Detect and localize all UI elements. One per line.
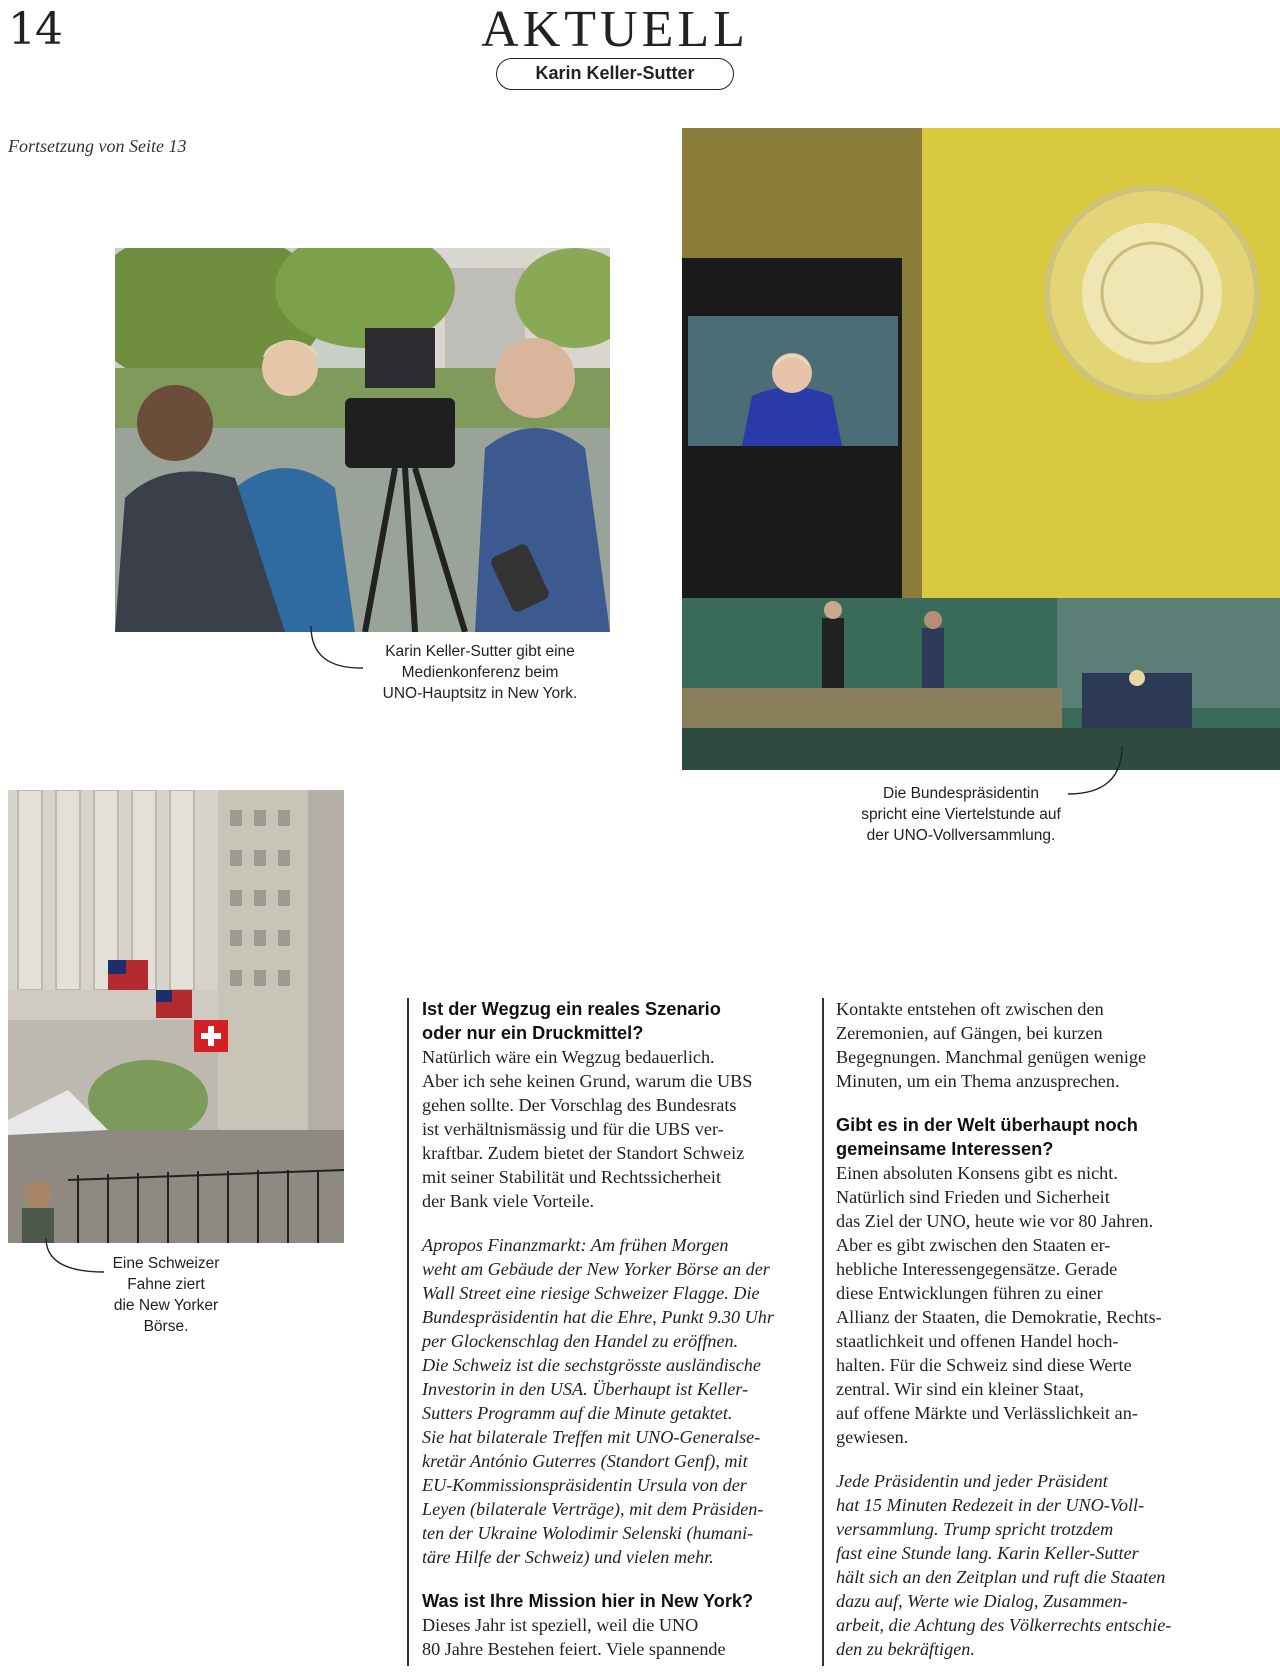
article-column-1 [422, 997, 822, 1661]
topic-badge: Karin Keller-Sutter [496, 58, 734, 90]
interview-question: Was ist Ihre Mission hier in New York? [422, 1591, 754, 1611]
page-number: 14 [8, 4, 62, 55]
narrative-interlude: Jede Präsidentin und jeder Präsident hat 15 Minuten Redezeit in der UNO-Voll- versammlung. Trump spricht trotzdem fast eine Stunde lang. Karin Keller-Sutter hält sich an den Zeitplan und ruft die Staaten dazu auf, Werte wie Dialog, Zusammen- arbeit, die Achtung des Völkerrechts entschie- den zu bekräftigen. [836, 1471, 1172, 1659]
interview-answer: Natürlich wäre ein Wegzug bedauerlich. Aber ich sehe keinen Grund, warum die UBS gehen sollte. Der Vorschlag des Bundesrats ist verhältnismässig und für die UBS ver- kraftbar. Zudem bietet der Standort Schweiz mit seiner Stabilität und Rechtssicherheit der Bank viele Vorteile. [422, 1047, 753, 1211]
un-assembly-caption: Die Bundespräsidentin spricht eine Viertelstunde auf der UNO-Vollversammlung. [861, 785, 1061, 844]
column-rule [407, 998, 409, 1666]
interview-answer: Dieses Jahr ist speziell, weil die UNO 80 Jahre Bestehen feiert. Viele spannende [422, 1615, 726, 1659]
press-conference-caption: Karin Keller-Sutter gibt eine Medienkonferenz beim UNO-Hauptsitz in New York. [382, 643, 578, 702]
interview-question: Gibt es in der Welt überhaupt noch gemeinsame Interessen? [836, 1115, 1138, 1159]
stock-exchange-caption: Eine Schweizer Fahne ziert die New Yorker Börse. [112, 1255, 220, 1335]
interview-answer: Einen absoluten Konsens gibt es nicht. Natürlich sind Frieden und Sicherheit das Ziel der UNO, heute wie vor 80 Jahren. Aber es gibt zwischen den Staaten er- hebliche Interessengegensätze. Gerade diese Entwicklungen führen zu einer Allianz der Staaten, die Demokratie, Rechts- staatlichkeit und offenen Handel hoch- halten. Für die Schweiz sind diese Werte zentral. Wir sind ein kleiner Staat, auf offene Märkte und Verlässlichkeit an- gewiesen. [836, 1163, 1162, 1447]
article-column-2 [836, 997, 1276, 1661]
stock-exchange-photo [8, 790, 344, 1243]
interview-question: Ist der Wegzug ein reales Szenario oder nur ein Druckmittel? [422, 999, 721, 1043]
continued-from-note: Fortsetzung von Seite 13 [8, 136, 187, 156]
section-title: AKTUELL [481, 1, 749, 58]
press-conference-photo [115, 248, 610, 632]
narrative-interlude: Apropos Finanzmarkt: Am frühen Morgen weht am Gebäude der New Yorker Börse an der Wall Street eine riesige Schweizer Flagge. Die Bundespräsidentin hat die Ehre, Punkt 9.30 Uhr per Glockenschlag den Handel zu eröffnen. Die Schweiz ist die sechstgrösste ausländische Investorin in den USA. Überhaupt ist Keller- Sutters Programm auf die Minute getaktet. Sie hat bilaterale Treffen mit UNO-Generalse- kretär António Guterres (Standort Genf), mit EU-Kommissionspräsidentin Ursula von der Leyen (bilaterale Verträge), mit dem Präsiden- ten der Ukraine Wolodimir Selenski (humani- täre Hilfe der Schweiz) und vielen mehr. [422, 1235, 774, 1567]
caption-pointer [305, 624, 365, 674]
un-assembly-photo [682, 128, 1280, 770]
column-rule [822, 998, 824, 1666]
interview-answer: Kontakte entstehen oft zwischen den Zeremonien, auf Gängen, bei kurzen Begegnungen. Manchmal genügen wenige Minuten, um ein Thema anzusprechen. [836, 999, 1147, 1091]
